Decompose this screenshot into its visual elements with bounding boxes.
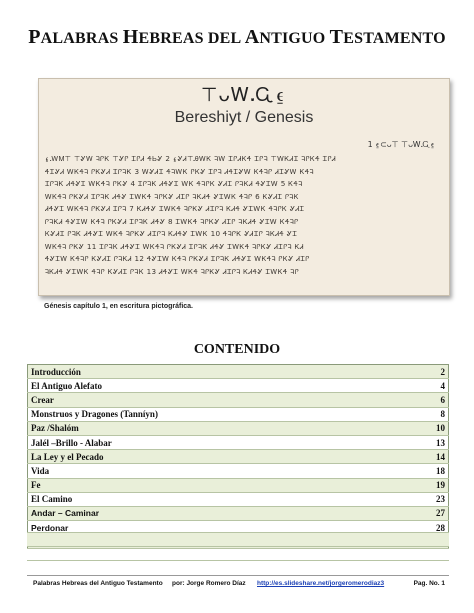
title-part: P (28, 26, 41, 48)
toc-entry-title: Introducción (28, 365, 419, 379)
toc-entry[interactable] (28, 492, 449, 506)
figure-caption: Génesis capítulo 1, en escritura pictográfica. (44, 303, 193, 310)
toc-entry-page: 14 (419, 450, 449, 464)
empty-row (27, 533, 449, 547)
title-part: ESTAMENTO (343, 30, 446, 47)
title-part: H (122, 26, 139, 48)
pictographic-line: ᎵᎸᏦᏗ ᏎᎽᏆᎳ ᏦᏎᎸ ᎵᏦᎽᏗ ᏆᎵᎸᏦ ᏗᏎᎽ 8 ᏆᎳᏦᏎ ᎸᎵᏦᎽ ᏗᏆᎵ ᎸᏦᏗᏎ ᎽᏆᎳ ᏦᏎᎸᎵ (45, 216, 299, 226)
toc-entry-title: Paz /Shalóm (28, 421, 419, 435)
footer-divider (27, 575, 449, 576)
page-footer (27, 580, 449, 590)
toc-entry-page: 28 (419, 521, 449, 535)
toc-entry-title: Monstruos y Dragones (Tanníyn) (28, 407, 419, 421)
toc-entry[interactable] (28, 464, 449, 478)
pictographic-line: ᎸᏦᏗᏎ ᎽᏆᎳᏦ ᏎᎸᎵ ᏦᎽᏗᏆ ᎵᎸᏦ 13 ᏗᏎᎽᏆ ᎳᏦᏎ ᎸᎵᏦᎽ ᏗᏆᎵᎸ ᏦᏗᏎᎽ ᏆᎳᏦᏎ ᎸᎵ (45, 266, 300, 276)
toc-entry[interactable] (28, 379, 449, 393)
toc-entry-page: 13 (419, 435, 449, 449)
pictographic-line: ⍷᎐ᎳᎷ⊤ ⊤ᎽᎳ ᎸᎵᏦ ⊤ᎽᎵ ᏆᎵᏗ ᏎᏏᎽ 2 ⍷ᎽᏗ⊤ᎯᎳᏦ ᎸᎳ ᏆᎵᏗᏦᏎ ᏆᎵᎸ ⊤ᎳᏦᏗᏆ ᎸᎵᏦᏎ ᏆᎵᏗ (45, 154, 337, 163)
toc-entry-title: La Ley y el Pecado (28, 450, 419, 464)
figure-latin-title: Bereshiyt / Genesis (174, 109, 314, 126)
toc-entry-page: 2 (419, 365, 449, 379)
title-part: A (244, 26, 260, 48)
toc-entry-page: 10 (419, 421, 449, 435)
pictographic-line: ᎳᏦᏎᎸ ᎵᏦᎽᏗ ᏆᎵᎸᏦ ᏗᏎᎽ ᏆᎳᏦᏎ ᎸᎵᏦᎽ ᏗᏆᎵ ᎸᏦᏗᏎ ᎽᏆᎳᏦ ᏎᎸᎵ 6 ᏦᎽᏗᏆ ᎵᎸᏦ (45, 191, 300, 201)
pictographic-line: ᎳᏦᏎᎸ ᎵᏦᎽ 11 ᏆᎵᎸᏦ ᏗᏎᎽᏆ ᎳᏦᏎᎸ ᎵᏦᎽᏗ ᏆᎵᎸᏦ ᏗᏎᎽ ᏆᎳᏦᏎ ᎸᎵᏦᎽ ᏗᏆᎵᎸ ᏦᏗ (45, 241, 304, 251)
empty-row (27, 519, 449, 533)
pictographic-line: ᏎᎽᏆᎳ ᏦᏎᎸᎵ ᏦᎽᏗᏆ ᎵᎸᏦᏗ 12 ᏎᎽᏆᎳ ᏦᏎᎸ ᎵᏦᎽᏗ ᏆᎵᎸᏦ ᏗᏎᎽᏆ ᎳᏦᏎᎸ ᎵᏦᎽ ᏗᏆᎵ (45, 254, 310, 263)
toc-entry-page: 19 (419, 478, 449, 492)
title-part: EBREAS DEL (138, 30, 245, 47)
pictographic-line: ᏎᏆᎽᏗ ᎳᏦᏎᎸ ᎵᏦᎽᏗ ᏆᎵᎸᏦ 3 ᎳᎽᏗᏆ ᏎᎸᎳᏦ ᎵᏦᎽ ᏆᎵᎸ ᏗᏎᏆᎽᎳ ᏦᏎᎸᎵ ᏗᏆᎽᎳ ᏦᏎᎸ (45, 166, 314, 176)
empty-row (27, 547, 449, 561)
document-title (0, 26, 474, 49)
toc-entry-title: Vida (28, 464, 419, 478)
footer-page-number: Pag. No. 1 (413, 580, 445, 587)
toc-entry-title: Crear (28, 393, 419, 407)
pictographic-line: ᏆᎵᎸᏦ ᏗᏎᎽᏆ ᎳᏦᏎᎸ ᎵᏦᎽ 4 ᏆᎵᎸᏦ ᏗᏎᎽᏆ ᎳᏦ ᏎᎸᎵᏦ ᎽᏗᏆ ᎵᎸᏦᏗ ᏎᎽᏆᎳ 5 ᏦᏎᎸ (45, 179, 303, 188)
toc-entry[interactable] (28, 435, 449, 449)
title-part: NTIGUO (259, 30, 330, 47)
toc-entry-title: El Camino (28, 492, 419, 506)
pictographic-title: ⊤ᴗᎳ᎐Ꮹ⍷ (200, 84, 288, 106)
footer-author: por: Jorge Romero Díaz (172, 580, 246, 587)
toc-entry-title: El Antiguo Alefato (28, 379, 419, 393)
toc-entry-title: Perdonar (28, 521, 419, 535)
toc-entry[interactable] (28, 421, 449, 435)
toc-entry[interactable] (28, 450, 449, 464)
toc-entry-title: Andar – Caminar (28, 506, 419, 520)
figure-content (45, 83, 443, 289)
pictographic-text-block (45, 153, 443, 278)
toc-empty-rows (27, 519, 449, 561)
pictographic-figure (38, 78, 450, 296)
toc-entry-page: 8 (419, 407, 449, 421)
footer-link[interactable]: http://es.slideshare.net/jorgeromerodiaz3 (257, 580, 385, 587)
toc-entry-title: Fe (28, 478, 419, 492)
toc-entry[interactable] (28, 393, 449, 407)
toc-entry[interactable] (28, 478, 449, 492)
toc-entry-page: 6 (419, 393, 449, 407)
contents-heading: CONTENIDO (193, 342, 281, 357)
toc-entry[interactable] (28, 407, 449, 421)
title-part: ALABRAS (40, 30, 123, 47)
pictographic-line: ᏦᎽᏗᏆ ᎵᎸᏦ ᏗᏎᎽᏆ ᎳᏦᏎ ᎸᎵᏦᎽ ᏗᏆᎵᎸ ᏦᏗᏎᎽ ᏆᎳᏦ 10 ᏎᎸᎵᏦ ᎽᏗᏆᎵ ᎸᏦᏗᏎ ᎽᏆ (45, 229, 298, 238)
toc-entry-page: 18 (419, 464, 449, 478)
pictographic-line: ᏗᏎᎽᏆ ᎳᏦᏎᎸ ᎵᏦᎽᏗ ᏆᎵᎸ 7 ᏦᏗᏎᎽ ᏆᎳᏦᏎ ᎸᎵᏦᎽ ᏗᏆᎵᎸ ᏦᏗᏎ ᎽᏆᎳᏦ ᏎᎸᎵᏦ ᎽᏗᏆ (45, 204, 305, 213)
title-part: T (329, 26, 344, 48)
toc-entry-page: 4 (419, 379, 449, 393)
toc-entry-page: 23 (419, 492, 449, 506)
toc-entry-title: Jalél –Brillo - Alabar (28, 435, 419, 449)
toc-entry-page: 27 (419, 506, 449, 520)
toc-entry[interactable] (28, 365, 449, 379)
verse-lead: 1 ⍷⊂ᴗ⊤ ⊤ᴗᎳ᎐Ꮹ⍷ (367, 140, 435, 149)
footer-title: Palabras Hebreas del Antiguo Testamento (33, 580, 163, 587)
